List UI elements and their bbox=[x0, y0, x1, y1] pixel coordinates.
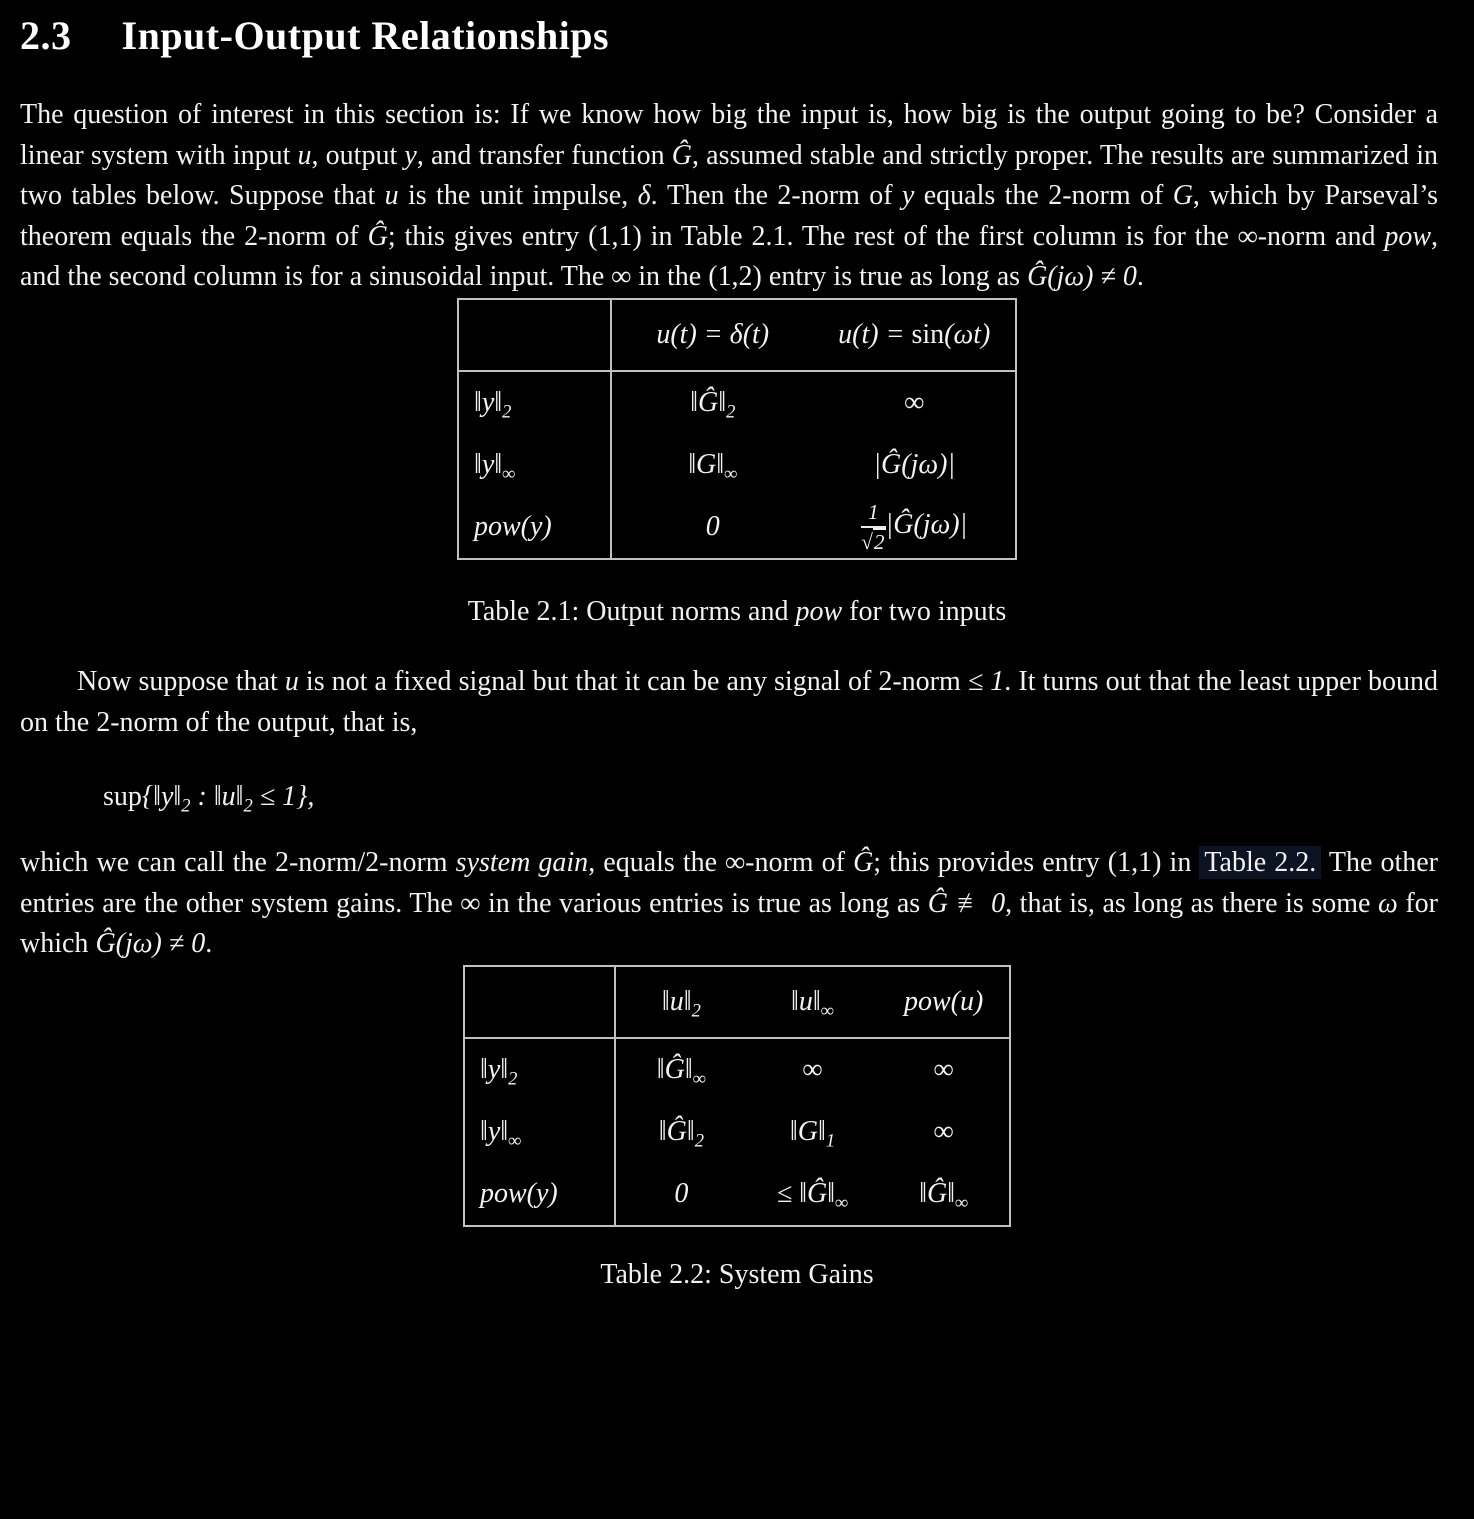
table-cell: ∞ bbox=[933, 1115, 954, 1147]
section-title: Input-Output Relationships bbox=[121, 13, 610, 58]
table-header-row bbox=[458, 299, 1016, 371]
table-cell: ∞ bbox=[933, 1053, 954, 1085]
table-cell: $\frac{1}{√2}$ |Ĝ(jω)| bbox=[861, 499, 968, 554]
paragraph-suppose: Now suppose that u is not a fixed signal but that it can be any signal of 2-norm ≤ 1. It turns out that the least upper bound on the 2-norm of the output, that is, bbox=[20, 665, 1438, 738]
display-equation-sup: $sup\{‖y‖_2$ : $‖u‖_2 \le 1$}, bbox=[103, 781, 315, 816]
paragraph-intro: The question of interest in this section is: If we know how big the input is, how big is the output going to be? Consider a linear system with input u, output y, and transfer function Ĝ, assumed stable and strictly proper. The results are summarized in two tables below. Suppose that u is the unit impulse, δ. Then the 2-norm of y equals the 2-norm of G, which by Parseval’s theorem equals the 2-norm of Ĝ; this gives entry (1,1) in Table 2.1. The rest of the first column is for the ∞-norm and pow, and the second column is for a sinusoidal input. The ∞ in the (1,2) entry is true as long as Ĝ(jω) ≠ 0. bbox=[20, 99, 1439, 293]
col-header-u-2norm: $‖u‖_2$ bbox=[615, 966, 747, 1038]
table-cell: $‖Ĝ‖_2$ bbox=[690, 386, 736, 422]
row-label-y-2norm: $‖y‖_2$ bbox=[464, 1038, 615, 1101]
col-header-pow-u: pow(u) bbox=[878, 966, 1010, 1038]
col-header-impulse: u(t) = δ(t) bbox=[611, 299, 814, 371]
table-corner-cell bbox=[458, 299, 611, 371]
table-cell: $‖Ĝ‖_\infty$ bbox=[919, 1177, 969, 1213]
col-header-sinusoid: u(t) = sin(ωt) bbox=[814, 299, 1017, 371]
table-cell: 0 bbox=[674, 1177, 689, 1209]
table-cell: $‖Ĝ‖_2$ bbox=[658, 1115, 704, 1151]
row-label-pow-y: pow(y) bbox=[464, 1163, 615, 1226]
table-header-row bbox=[464, 966, 1010, 1038]
table-cell: ≤ $‖Ĝ‖_\infty$ bbox=[776, 1177, 849, 1213]
table-2-1-caption: Table 2.1: Output norms and pow for two inputs bbox=[467, 595, 1007, 627]
table-cell: ∞ bbox=[904, 386, 925, 418]
row-label-y-infnorm: $‖y‖_\infty$ bbox=[458, 434, 611, 496]
table-cell: ∞ bbox=[802, 1053, 823, 1085]
table-cell: $‖Ĝ‖_\infty$ bbox=[656, 1053, 706, 1089]
table-output-norms bbox=[457, 298, 1017, 560]
row-label-y-infnorm: $‖y‖_\infty$ bbox=[464, 1101, 615, 1163]
table-cell: |Ĝ(jω)| bbox=[873, 448, 956, 480]
row-label-y-2norm: $‖y‖_2$ bbox=[458, 371, 611, 434]
table-cell: $‖G‖_\infty$ bbox=[688, 448, 738, 484]
table-2-2-link[interactable]: Table 2.2. bbox=[1199, 846, 1321, 879]
col-header-u-infnorm: $‖u‖_\infty$ bbox=[747, 966, 879, 1038]
table-cell: $‖G‖_1$ bbox=[789, 1115, 836, 1151]
table-row bbox=[458, 434, 1016, 496]
table-row bbox=[464, 1038, 1010, 1101]
section-number: 2.3 bbox=[20, 13, 72, 58]
table-row bbox=[458, 496, 1016, 559]
table-cell: 0 bbox=[705, 510, 720, 542]
table-2-2-caption: Table 2.2: System Gains bbox=[600, 1258, 874, 1290]
table-corner-cell bbox=[464, 966, 615, 1038]
paragraph-system-gain: which we can call the 2-norm/2-norm system gain, equals the ∞-norm of Ĝ; this provides entry (1,1) in Table 2.2. The other entries are the other system gains. The ∞ in the various entries is true as long as Ĝ ≢ 0, that is, as long as there is some ω for which Ĝ(jω) ≠ 0. bbox=[20, 847, 1439, 960]
table-row bbox=[464, 1101, 1010, 1163]
row-label-pow-y: pow(y) bbox=[458, 496, 611, 559]
section-heading bbox=[0, 0, 1474, 59]
table-system-gains bbox=[463, 965, 1011, 1227]
table-row bbox=[464, 1163, 1010, 1226]
table-row bbox=[458, 371, 1016, 434]
